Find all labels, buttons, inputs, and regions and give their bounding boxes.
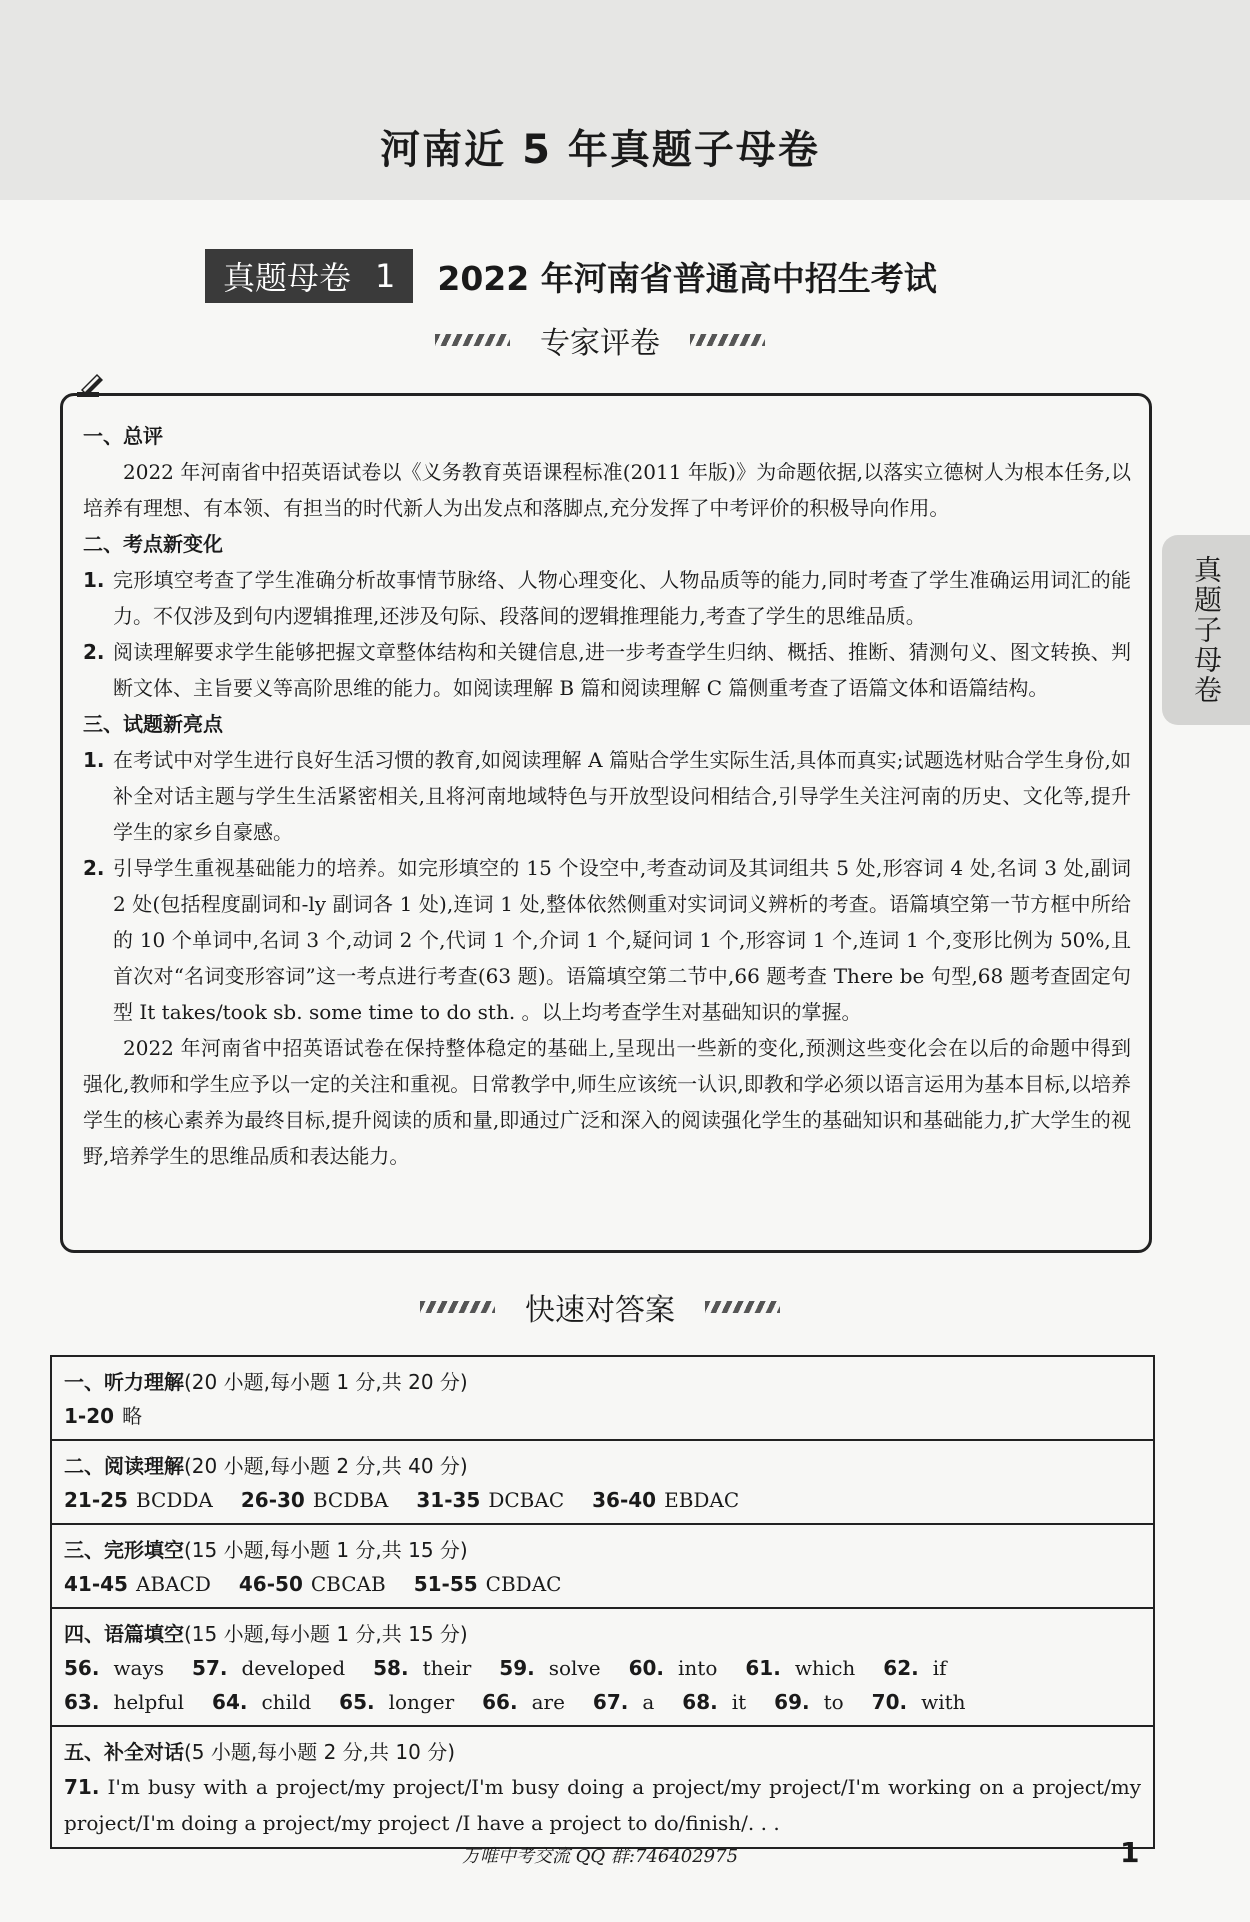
question-number: 68. — [682, 1690, 718, 1714]
block-score: (5 小题,每小题 2 分,共 10 分) — [184, 1740, 456, 1764]
block-header — [64, 1617, 1141, 1651]
answer-word — [682, 1685, 746, 1719]
question-number: 59. — [499, 1656, 535, 1680]
answer-word — [373, 1651, 471, 1685]
exam-badge-label: 真题母卷 — [223, 259, 352, 297]
review-highlight-item — [83, 850, 1131, 1030]
page-number: 1 — [1120, 1836, 1140, 1869]
answer-range: 21-25 — [64, 1488, 128, 1512]
answer-word — [64, 1651, 164, 1685]
item-number: 2. — [83, 640, 105, 664]
expert-review-box — [60, 393, 1152, 1253]
question-number: 71. — [64, 1775, 100, 1799]
answer-group — [239, 1567, 386, 1601]
footer-qq-group: 万唯中考交流 QQ 群:746402975 — [461, 1846, 739, 1867]
stripes-decoration — [420, 1301, 495, 1313]
word-value: to — [823, 1690, 844, 1714]
review-closing-text: 2022 年河南省中招英语试卷在保持整体稳定的基础上,呈现出一些新的变化,预测这些变化会在以后的命题中得到强化,教师和学生应予以一定的关注和重视。日常教学中,师生应该统一认识,即教和学必须以语言运用为基本目标,以培养学生的核心素养为最终目标,提升阅读的质和量,即通过广泛和深入的阅读强化学生的基础知识和基础能力,扩大学生的视野,培养学生的思维品质和表达能力。 — [83, 1036, 1131, 1168]
answer-range: 36-40 — [592, 1488, 657, 1512]
answer-group — [414, 1567, 562, 1601]
review-overall-text: 2022 年河南省中招英语试卷以《义务教育英语课程标准(2011 年版)》为命题依据,以落实立德树人为根本任务,以培养有理想、有本领、有担当的时代新人为出发点和落脚点,充分发挥了中考评价的积极导向作用。 — [83, 460, 1131, 520]
block-score: (20 小题,每小题 1 分,共 20 分) — [184, 1370, 468, 1394]
block-name: 一、听力理解 — [64, 1370, 184, 1394]
exam-title: 2022 年河南省普通高中招生考试 — [437, 258, 937, 298]
answer-line — [64, 1685, 1141, 1719]
block-score: (15 小题,每小题 1 分,共 15 分) — [184, 1622, 468, 1646]
question-number: 60. — [628, 1656, 665, 1680]
answer-block-cloze — [52, 1525, 1153, 1609]
exam-badge — [205, 249, 413, 303]
answer-word — [745, 1651, 855, 1685]
answer-range: 1-20 — [64, 1404, 115, 1428]
block-header — [64, 1449, 1141, 1483]
item-number: 2. — [83, 856, 105, 880]
review-change-item — [83, 634, 1131, 706]
review-section-overall-title: 一、总评 — [83, 424, 163, 448]
answer-value: BCDDA — [135, 1488, 213, 1512]
block-score: (20 小题,每小题 2 分,共 40 分) — [184, 1454, 468, 1478]
answer-range: 51-55 — [413, 1572, 478, 1596]
answer-range: 31-35 — [416, 1488, 481, 1512]
answer-block-gap-fill — [52, 1609, 1153, 1727]
answer-line — [64, 1567, 1141, 1601]
answer-value: CBCAB — [310, 1572, 386, 1596]
review-change-item — [83, 562, 1131, 634]
review-section-changes-title: 二、考点新变化 — [83, 532, 223, 556]
stripes-decoration — [705, 1301, 780, 1313]
answer-group — [241, 1483, 389, 1517]
answers-heading — [0, 1285, 1200, 1329]
answer-word — [212, 1685, 311, 1719]
side-tab: 真题子母卷 — [1162, 535, 1250, 725]
word-value: with — [921, 1690, 966, 1714]
question-number: 70. — [871, 1690, 908, 1714]
answer-word — [64, 1685, 184, 1719]
block-header — [64, 1533, 1141, 1567]
answer-block-listening — [52, 1357, 1153, 1441]
word-value: helpful — [113, 1690, 185, 1714]
answer-line — [64, 1483, 1141, 1517]
dialogue-answer — [64, 1769, 1141, 1841]
answer-line — [64, 1399, 1141, 1433]
answer-word — [872, 1685, 966, 1719]
review-highlight-item — [83, 742, 1131, 850]
answer-group — [64, 1399, 142, 1433]
review-heading-text: 专家评卷 — [540, 326, 660, 361]
question-number: 58. — [373, 1656, 409, 1680]
word-value: child — [261, 1690, 312, 1714]
answer-block-reading — [52, 1441, 1153, 1525]
answer-group — [592, 1483, 739, 1517]
question-number: 57. — [192, 1656, 228, 1680]
answer-table — [50, 1355, 1155, 1849]
answer-word — [192, 1651, 345, 1685]
answer-word — [339, 1685, 454, 1719]
word-value: into — [678, 1656, 718, 1680]
stripes-decoration — [690, 334, 765, 346]
block-header — [64, 1365, 1141, 1399]
answer-value: 略 — [122, 1404, 143, 1428]
block-name: 五、补全对话 — [64, 1740, 184, 1764]
answer-value: DCBAC — [488, 1488, 565, 1512]
block-name: 二、阅读理解 — [64, 1454, 184, 1478]
answer-range: 46-50 — [238, 1572, 303, 1596]
item-text: 在考试中对学生进行良好生活习惯的教育,如阅读理解 A 篇贴合学生实际生活,具体而真实;试题选材贴合学生身份,如补全对话主题与学生生活紧密相关,且将河南地域特色与开放型设问相结合,引导学生关注河南的历史、文化等,提升学生的家乡自豪感。 — [113, 748, 1131, 844]
word-value: which — [794, 1656, 856, 1680]
question-number: 64. — [212, 1690, 248, 1714]
item-text: 阅读理解要求学生能够把握文章整体结构和关键信息,进一步考查学生归纳、概括、推断、猜测句义、图文转换、判断文体、主旨要义等高阶思维的能力。如阅读理解 B 篇和阅读理解 C 篇侧重考查了语篇文体和语篇结构。 — [113, 640, 1131, 700]
page-title: 河南近 5 年真题子母卷 — [380, 127, 820, 173]
stripes-decoration — [435, 334, 510, 346]
answer-line — [64, 1651, 1141, 1685]
answers-heading-text: 快速对答案 — [525, 1293, 675, 1328]
answer-word — [499, 1651, 600, 1685]
item-text: 完形填空考查了学生准确分析故事情节脉络、人物心理变化、人物品质等的能力,同时考查了学生准确运用词汇的能力。不仅涉及到句内逻辑推理,还涉及句际、段落间的逻辑推理能力,考查了学生的思维品质。 — [113, 568, 1131, 628]
exam-badge-number: 1 — [375, 257, 396, 295]
word-value: longer — [388, 1690, 455, 1714]
question-number: 69. — [774, 1690, 810, 1714]
answer-word — [593, 1685, 654, 1719]
block-name: 四、语篇填空 — [64, 1622, 184, 1646]
answer-group — [64, 1567, 211, 1601]
word-value: developed — [241, 1656, 346, 1680]
question-number: 62. — [883, 1656, 919, 1680]
answer-value: EBDAC — [664, 1488, 740, 1512]
item-number: 1. — [83, 748, 105, 772]
question-number: 63. — [64, 1690, 100, 1714]
answer-word — [482, 1685, 565, 1719]
question-number: 56. — [64, 1656, 100, 1680]
word-value: a — [642, 1690, 655, 1714]
answer-value: CBDAC — [485, 1572, 562, 1596]
exam-header — [205, 248, 937, 304]
block-score: (15 小题,每小题 1 分,共 15 分) — [184, 1538, 468, 1562]
question-number: 67. — [592, 1690, 629, 1714]
item-text: 引导学生重视基础能力的培养。如完形填空的 15 个设空中,考查动词及其词组共 5 处,形容词 4 处,名词 3 处,副词 2 处(包括程度副词和-ly 副词各 1 处),连词 1 处,整体依然侧重对实词词义辨析的考查。语篇填空第一节方框中所给的 10 个单词中,名词 3 个,动词 2 个,代词 1 个,介词 1 个,疑问词 1 个,形容词 1 个,连词 1 个,变形比例为 50%,且首次对“名词变形容词”这一考点进行考查(63 题)。语篇填空第二节中,66 题考查 There be 句型,68 题考查固定句型 It takes/took sb. some time to do sth. 。以上均考查学生对基础知识的掌握。 — [113, 856, 1131, 1024]
block-header — [64, 1735, 1141, 1769]
answer-word — [883, 1651, 946, 1685]
question-number: 66. — [482, 1690, 518, 1714]
answer-word — [774, 1685, 844, 1719]
answer-range: 26-30 — [240, 1488, 305, 1512]
answer-value: BCDBA — [312, 1488, 389, 1512]
answer-group — [64, 1483, 213, 1517]
dialogue-answer-text: I'm busy with a project/my project/I'm busy doing a project/my project/I'm working on a project/my project/I'm doing a project/my project /I have a project to do/finish/. . . — [64, 1775, 1141, 1835]
answer-block-dialogue — [52, 1727, 1153, 1847]
question-number: 61. — [745, 1656, 781, 1680]
block-name: 三、完形填空 — [64, 1538, 184, 1562]
word-value: their — [422, 1656, 472, 1680]
word-value: if — [932, 1656, 947, 1680]
word-value: are — [531, 1690, 565, 1714]
review-heading — [0, 318, 1200, 362]
question-number: 65. — [339, 1690, 375, 1714]
review-section-highlights-title: 三、试题新亮点 — [83, 712, 223, 736]
answer-word — [629, 1651, 718, 1685]
answer-range: 41-45 — [64, 1572, 128, 1596]
word-value: ways — [113, 1656, 165, 1680]
answer-value: ABACD — [135, 1572, 211, 1596]
word-value: solve — [548, 1656, 601, 1680]
answer-group — [416, 1483, 564, 1517]
word-value: it — [731, 1690, 747, 1714]
item-number: 1. — [83, 568, 105, 592]
